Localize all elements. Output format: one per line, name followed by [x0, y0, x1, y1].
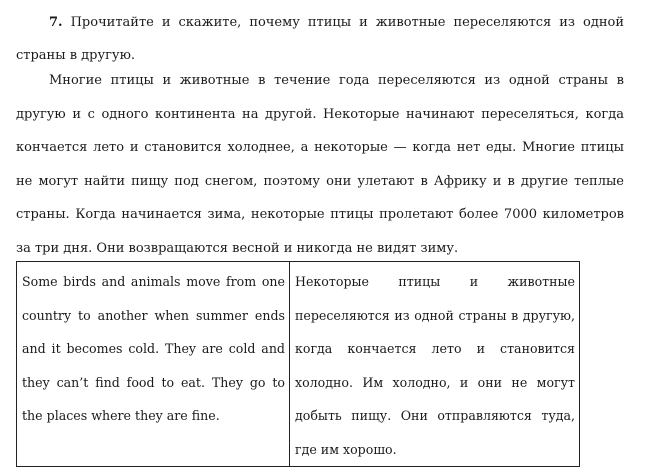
- translation-table: [16, 261, 580, 467]
- exercise-number: 7.: [49, 15, 63, 30]
- exercise-instruction: [16, 6, 624, 72]
- russian-cell: Некоторые птицы и животные переселяются из одной страны в другую, когда кончается лето и становится холодно. Им холодно, и они не могут добыть пищу. Они отправляются туда, где им хорошо.: [290, 262, 580, 467]
- table-row: [17, 262, 580, 467]
- english-cell: Some birds and animals move from one country to another when summer ends and it becomes cold. They are cold and they can’t find food to eat. They go to the places where they are fine.: [17, 262, 290, 467]
- exercise-instruction-text: Прочитайте и скажите, почему птицы и животные переселяются из одной страны в другую.: [16, 15, 624, 63]
- reading-passage: Многие птицы и животные в течение года переселяются из одной страны в другую и с одного континента на другой. Некоторые начинают переселяться, когда кончается лето и становится холоднее, а некоторые — когда нет еды. Многие птицы не могут найти пищу под снегом, поэтому они улетают в Африку и в другие теплые страны. Когда начинается зима, некоторые птицы пролетают более 7000 километров за три дня. Они возвращаются весной и никогда не видят зиму.: [16, 73, 624, 256]
